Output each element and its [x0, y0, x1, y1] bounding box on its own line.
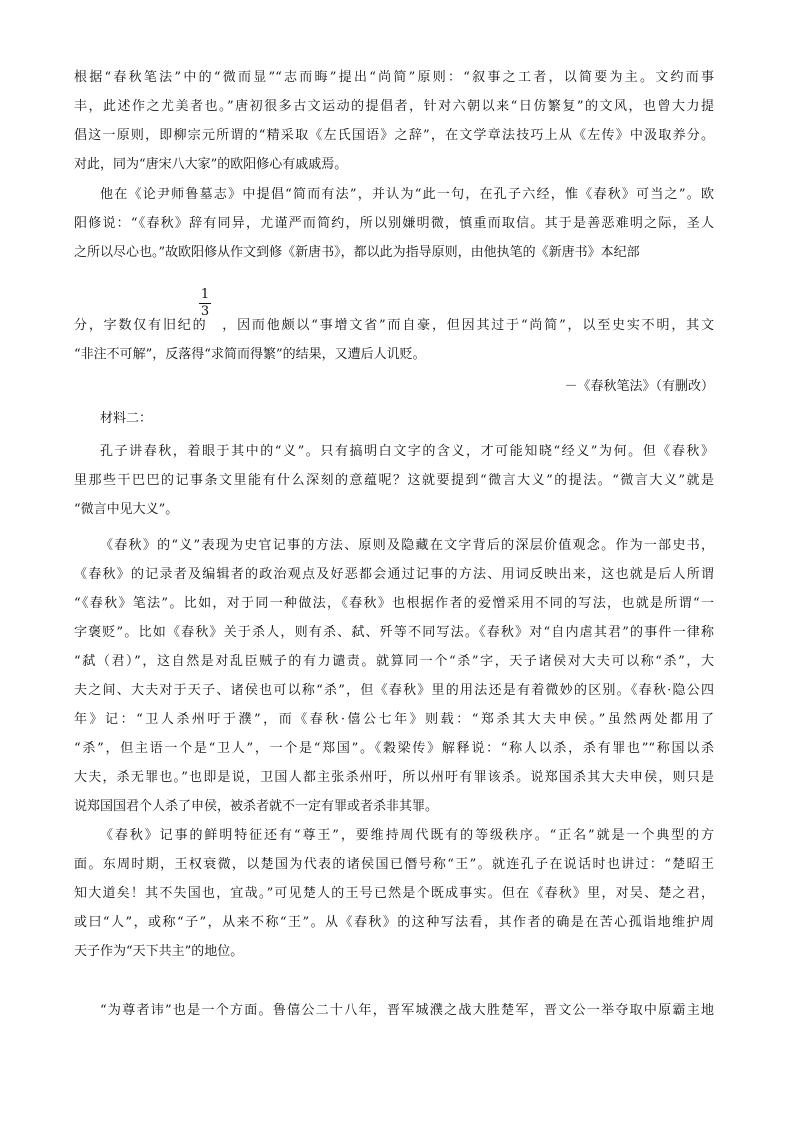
- paragraph-2-continued: [74, 311, 714, 369]
- paragraph-3: [74, 437, 714, 524]
- text-line: 《春秋》的“义”表现为史官记事的方法、原则及隐藏在文字背后的深层价值观念。作为一部史书，: [100, 538, 714, 553]
- paragraph-2: [74, 180, 714, 267]
- paragraph-1: [74, 63, 714, 179]
- paragraph-5: [74, 821, 714, 966]
- text-line: 《春秋》的记录者及编辑者的政治观点及好恶都会通过记事的方法、用词反映出来，这也就是后人所谓: [74, 567, 714, 582]
- text-line: “杀”，但主语一个是“卫人”，一个是“郑国”。《穀梁传》解释说：“称人以杀，杀有罪也”“称国以杀: [74, 741, 714, 756]
- text-line: 面。东周时期，王权衰微，以楚国为代表的诸侯国已僭号称“王”。就连孔子在说话时也讲过：“楚昭王: [74, 857, 714, 872]
- text-line: 他在《论尹师鲁墓志》中提倡“简而有法”，并认为“此一句，在孔子六经，惟《春秋》可当之”。欧: [100, 187, 714, 202]
- fraction-numerator: 1: [200, 287, 210, 302]
- text-line: 倡这一原则，即柳宗元所谓的“精采取《左氏国语》之辞”，在文学章法技巧上从《左传》中汲取养分。: [74, 128, 714, 143]
- paragraph-6: [74, 996, 714, 1025]
- text-line: 丰，此述作之尤美者也。”唐初很多古文运动的提倡者，针对六朝以来“日仿繁复”的文风，也曾大力提: [74, 99, 714, 114]
- text-line: 之所以尽心也。”故欧阳修从作文到修《新唐书》，都以此为指导原则，由他执笔的《新唐书》本纪部: [74, 245, 640, 260]
- text-line: 说郑国国君个人杀了申侯，被杀者就不一定有罪或者杀非其罪。: [74, 799, 439, 814]
- text-line: 《春秋》记事的鲜明特征还有“尊王”，要维持周代既有的等级秩序。“正名”就是一个典型的方: [100, 828, 714, 843]
- text-line: 知大道矣！其不失国也，宜哉。”可见楚人的王号已然是个既成事实。但在《春秋》里，对吴、楚之君，: [74, 886, 714, 901]
- text-line: “非注不可解”，反落得“求简而得繁”的结果，又遭后人讥贬。: [74, 347, 426, 362]
- source-citation: [74, 372, 714, 401]
- text-line: 阳修说：“《春秋》辞有同异，尤谨严而简约，所以别嫌明微，慎重而取信。其于是善恶难明之际，圣人: [74, 216, 714, 231]
- text-line: 天子作为“天下共主”的地位。: [74, 944, 244, 959]
- text-line: 夫之间、大夫对于天子、诸侯也可以称“杀”，但《春秋》里的用法还是有着微妙的区别。《春秋·隐公四: [74, 683, 714, 698]
- text-line: 年》记：“卫人杀州吁于濮”，而《春秋·僖公七年》则载：“郑杀其大夫申侯。”虽然两处都用了: [74, 712, 714, 727]
- text-line: 里那些干巴巴的记事条文里能有什么深刻的意蕴呢？这就要提到“微言大义”的提法。“微言大义”就是: [74, 473, 714, 488]
- text-line: “《春秋》笔法”。比如，对于同一种做法，《春秋》也根据作者的爱憎采用不同的写法，也就是所谓“一: [74, 596, 714, 611]
- fraction-denominator: 3: [200, 304, 210, 319]
- text-line: “微言中见大义”。: [74, 502, 179, 517]
- text-line: 对此，同为“唐宋八大家”的欧阳修心有戚戚焉。: [74, 157, 348, 172]
- text-line: 根据“春秋笔法”中的“微而显”“志而晦”提出“尚简”原则：“叙事之工者，以简要为主。文约而事: [74, 70, 714, 85]
- text-line: 孔子讲春秋，着眼于其中的“义”。只有搞明白文字的含义，才可能知晓“经义”为何。但《春秋》: [100, 444, 714, 459]
- text-line: 分，字数仅有旧纪的 ，因而他颇以“事增文省”而自豪，但因其过于“尚简”，以至史实不明，其文: [74, 318, 714, 333]
- text-line: －《春秋笔法》（有删改）: [564, 379, 714, 394]
- text-line: 或曰“人”，或称“子”，从来不称“王”。从《春秋》的这种写法看，其作者的确是在苦心孤诣地维护周: [74, 915, 714, 930]
- section-label: 材料二：: [100, 411, 153, 426]
- text-line: “为尊者讳”也是一个方面。鲁僖公二十八年，晋军城濮之战大胜楚军，晋文公一举夺取中原霸主地: [100, 1003, 714, 1018]
- text-line: 大夫，杀无罪也。”也即是说，卫国人都主张杀州吁，所以州吁有罪该杀。说郑国杀其大夫申侯，则只是: [74, 770, 714, 785]
- material-2-heading: [74, 404, 714, 433]
- paragraph-4: [74, 531, 714, 821]
- text-line: “弑（君）”，这自然是对乱臣贼子的有力谴责。就算同一个“杀”字，天子诸侯对大夫可以称“杀”，大: [74, 654, 714, 669]
- text-line: 字褒贬”。比如《春秋》关于杀人，则有杀、弑、歼等不同写法。《春秋》对“自内虐其君”的事件一律称: [74, 625, 714, 640]
